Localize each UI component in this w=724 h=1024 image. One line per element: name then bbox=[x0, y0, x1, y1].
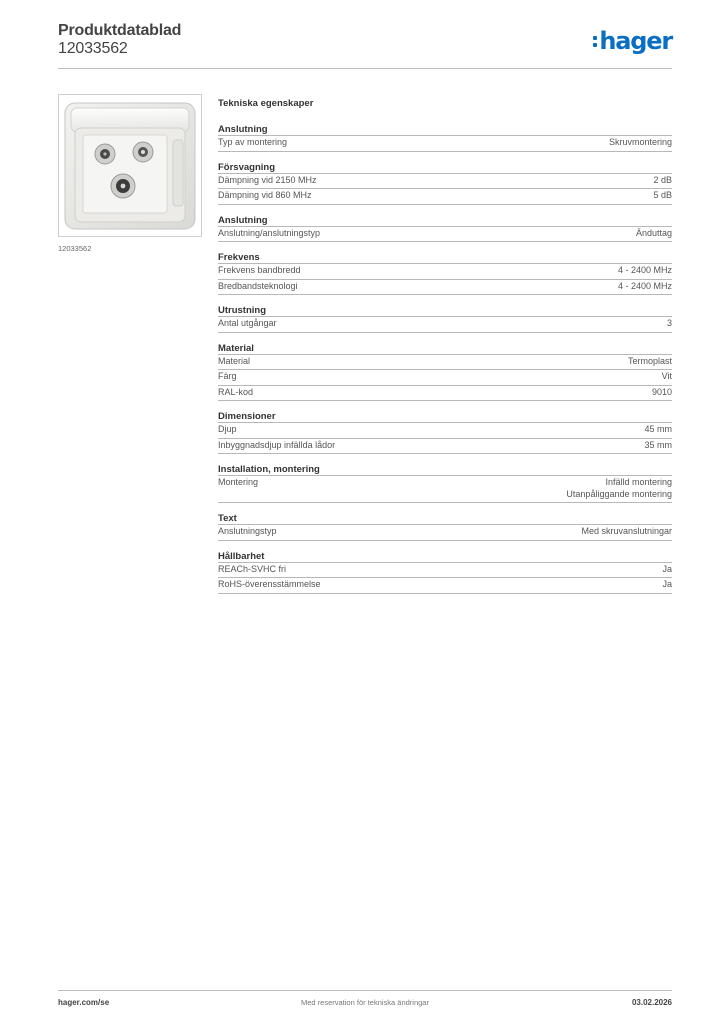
spec-section bbox=[218, 551, 672, 594]
document-title: Produktdatablad bbox=[58, 22, 182, 39]
spec-value-line: Termoplast bbox=[627, 355, 672, 366]
spec-label: Anslutning/anslutningstyp bbox=[218, 227, 321, 238]
spec-value-line: Skruvmontering bbox=[608, 137, 672, 147]
spec-label: Djup bbox=[218, 424, 237, 434]
spec-value-line: 35 mm bbox=[644, 439, 672, 450]
section-title: Försvagning bbox=[218, 162, 672, 174]
spec-row bbox=[218, 563, 672, 579]
spec-label: Material bbox=[218, 355, 251, 366]
antenna-socket-outlet-icon bbox=[59, 95, 201, 236]
spec-value bbox=[636, 228, 672, 240]
spec-row bbox=[218, 227, 672, 243]
spec-label: Inbyggnadsdjup infällda lådor bbox=[218, 439, 336, 450]
spec-label: REACh-SVHC fri bbox=[218, 563, 287, 574]
spec-row bbox=[218, 476, 672, 503]
spec-value bbox=[628, 356, 672, 368]
spec-section bbox=[218, 162, 672, 205]
spec-value-line: Änduttag bbox=[635, 227, 672, 238]
spec-section bbox=[218, 513, 672, 541]
spec-row bbox=[218, 370, 672, 386]
spec-value bbox=[609, 137, 672, 149]
spec-value-line: 45 mm bbox=[644, 424, 672, 434]
specs-heading: Tekniska egenskaper bbox=[218, 98, 314, 109]
spec-value-line: Med skruvanslutningar bbox=[581, 526, 672, 536]
spec-value-line: 5 dB bbox=[653, 190, 672, 200]
spec-value bbox=[662, 371, 672, 383]
spec-value bbox=[662, 579, 672, 591]
section-title: Anslutning bbox=[218, 124, 672, 136]
technical-specifications bbox=[218, 97, 672, 604]
spec-value-line: 4 - 2400 MHz bbox=[617, 265, 672, 275]
section-title: Frekvens bbox=[218, 252, 672, 264]
spec-label: Frekvens bandbredd bbox=[218, 265, 301, 275]
spec-row bbox=[218, 386, 672, 402]
spec-row bbox=[218, 136, 672, 152]
product-image bbox=[58, 94, 202, 237]
spec-section bbox=[218, 252, 672, 295]
spec-value-line: 2 dB bbox=[653, 174, 672, 185]
spec-row bbox=[218, 439, 672, 455]
spec-row bbox=[218, 189, 672, 205]
spec-section bbox=[218, 124, 672, 152]
image-caption: 12033562 bbox=[58, 244, 92, 253]
spec-section bbox=[218, 215, 672, 243]
spec-row bbox=[218, 578, 672, 594]
spec-row bbox=[218, 280, 672, 296]
spec-value-line: Utanpåliggande montering bbox=[566, 488, 672, 499]
spec-label: Bredbandsteknologi bbox=[218, 280, 298, 291]
spec-value bbox=[581, 526, 672, 538]
spec-row bbox=[218, 355, 672, 371]
spec-section bbox=[218, 343, 672, 402]
spec-row bbox=[218, 317, 672, 333]
logo-dots-icon bbox=[593, 36, 597, 47]
spec-value-line: Vit bbox=[661, 371, 672, 381]
section-title: Hållbarhet bbox=[218, 551, 672, 563]
spec-label: Montering bbox=[218, 477, 259, 487]
spec-label: Anslutningstyp bbox=[218, 526, 277, 536]
spec-value-line: 4 - 2400 MHz bbox=[617, 280, 672, 291]
footer-disclaimer: Med reservation för tekniska ändringar bbox=[301, 998, 429, 1007]
spec-section bbox=[218, 464, 672, 503]
spec-value-line: 3 bbox=[666, 318, 672, 328]
footer-date: 03.02.2026 bbox=[631, 998, 672, 1007]
section-title: Installation, montering bbox=[218, 464, 672, 476]
spec-row bbox=[218, 174, 672, 190]
spec-value bbox=[653, 190, 672, 202]
spec-value bbox=[667, 318, 672, 330]
product-number: 12033562 bbox=[58, 40, 128, 57]
spec-label: Antal utgångar bbox=[218, 318, 277, 328]
spec-value bbox=[618, 281, 672, 293]
spec-sections bbox=[218, 124, 672, 594]
hager-logo bbox=[593, 28, 672, 54]
section-title: Dimensioner bbox=[218, 411, 672, 423]
spec-value bbox=[618, 265, 672, 277]
spec-value-line: Ja bbox=[662, 579, 672, 589]
spec-row bbox=[218, 423, 672, 439]
spec-label: Typ av montering bbox=[218, 137, 288, 147]
spec-section bbox=[218, 305, 672, 333]
spec-value bbox=[644, 424, 672, 436]
page-footer bbox=[58, 990, 672, 1010]
spec-label: Dämpning vid 2150 MHz bbox=[218, 174, 317, 185]
spec-label: RoHS-överensstämmelse bbox=[218, 579, 321, 589]
section-title: Anslutning bbox=[218, 215, 672, 227]
logo-text: hager bbox=[599, 27, 672, 55]
footer-website: hager.com/se bbox=[58, 998, 110, 1007]
spec-value bbox=[644, 440, 672, 452]
spec-value bbox=[652, 387, 672, 399]
page-header bbox=[58, 22, 672, 69]
spec-value bbox=[653, 175, 672, 187]
spec-section bbox=[218, 411, 672, 454]
spec-row bbox=[218, 525, 672, 541]
spec-value-line: Infälld montering bbox=[605, 477, 672, 487]
spec-value bbox=[662, 564, 672, 576]
spec-row bbox=[218, 264, 672, 280]
spec-value bbox=[566, 477, 672, 500]
spec-label: Dämpning vid 860 MHz bbox=[218, 190, 312, 200]
section-title: Material bbox=[218, 343, 672, 355]
section-title: Utrustning bbox=[218, 305, 672, 317]
spec-value-line: 9010 bbox=[651, 386, 672, 397]
spec-value-line: Ja bbox=[662, 563, 672, 574]
spec-label: RAL-kod bbox=[218, 386, 254, 397]
spec-label: Färg bbox=[218, 371, 237, 381]
section-title: Text bbox=[218, 513, 672, 525]
